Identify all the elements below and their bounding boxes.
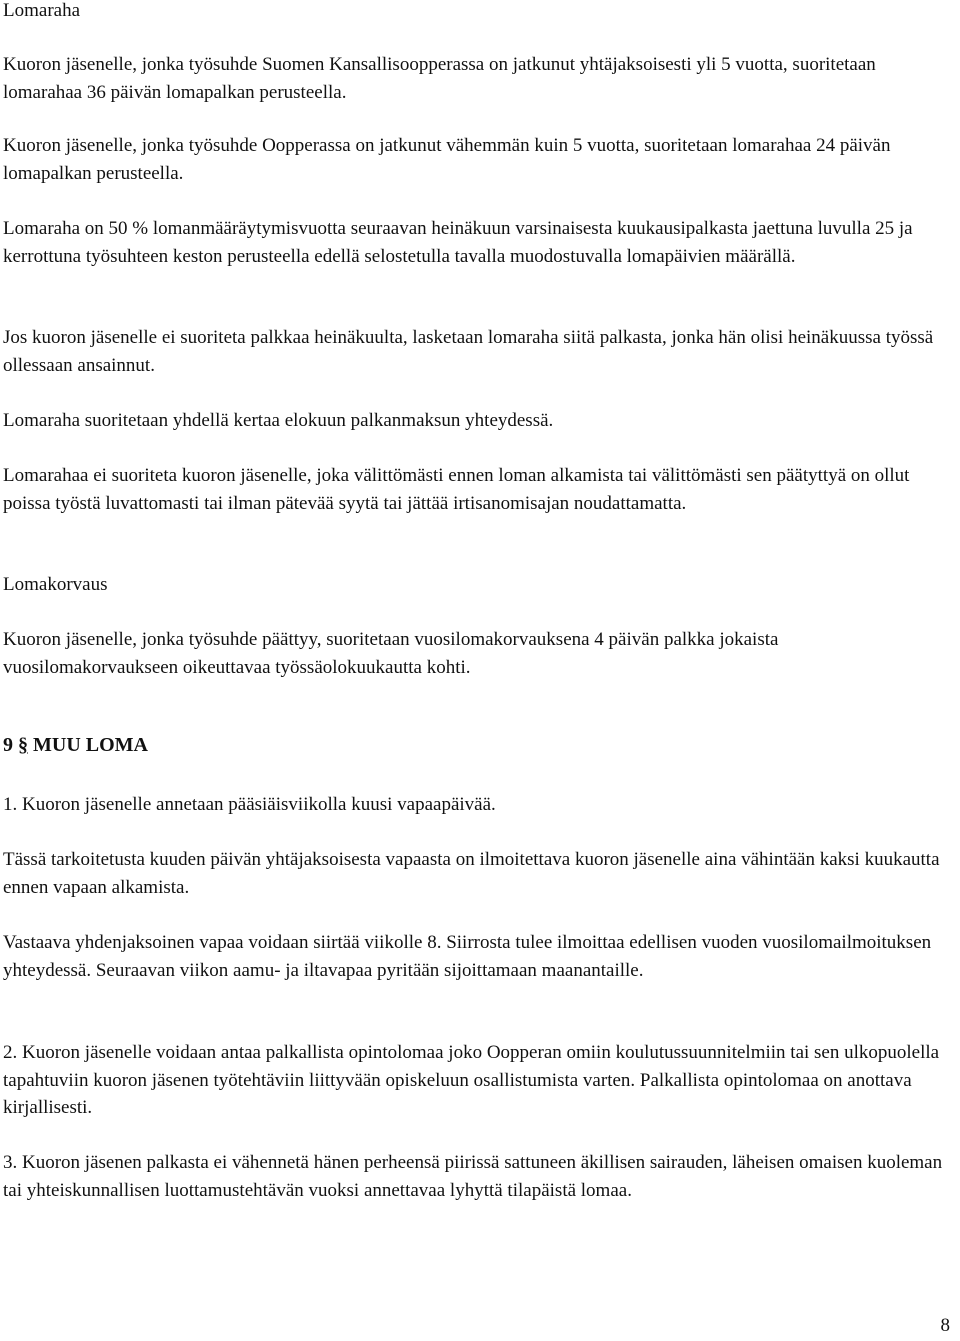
list-item-short-leave: 3. Kuoron jäsenen palkasta ei vähennetä hänen perheensä piirissä sattuneen äkillisen sairauden, läheisen omaisen kuoleman tai yhteiskunnallisen luottamustehtävän vuoksi annettavaa lyhyttä tilapäistä lomaa. [3,1152,943,1201]
paragraph-lomaraha-calculation: Lomaraha on 50 % lomanmääräytymisvuotta seuraavan heinäkuun varsinaisesta kuukausipalkasta jaettuna luvulla 25 ja kerrottuna työsuhteen keston perusteella edellä selostetulla tavalla muodostuvalla lomapäivien määrällä. [3,218,913,267]
heading-lomaraha: Lomaraha [3,0,81,21]
paragraph-lomaraha-24: Kuoron jäsenelle, jonka työsuhde Oopperassa on jatkunut vähemmän kuin 5 vuotta, suoritetaan lomarahaa 24 päivän lomapalkan perusteella. [3,135,891,184]
section-symbol: § [18,734,28,756]
page-number: 8 [940,1315,950,1336]
paragraph-lomaraha-exclusion: Lomarahaa ei suoriteta kuoron jäsenelle, joka välittömästi ennen loman alkamista tai välittömästi sen päätyttyä on ollut poissa työstä luvattomasti tai ilman pätevää syytä tai jättää irtisanomisajan noudattamatta. [3,465,910,514]
heading-lomakorvaus: Lomakorvaus [3,574,108,595]
paragraph-lomaraha-no-july-pay: Jos kuoron jäsenelle ei suoriteta palkkaa heinäkuulta, lasketaan lomaraha siitä palkasta, jonka hän olisi heinäkuussa työssä ollessaan ansainnut. [3,327,934,376]
paragraph-lomaraha-payment: Lomaraha suoritetaan yhdellä kertaa elokuun palkanmaksun yhteydessä. [3,410,554,431]
section-number: 9 [3,734,13,756]
list-item-study-leave: 2. Kuoron jäsenelle voidaan antaa palkallista opintolomaa joko Oopperan omiin koulutussuunnitelmiin tai sen ulkopuolella tapahtuviin kuoron jäsenen työtehtäviin liittyvään opiskeluun osallistumista varten. Palkallista opintolomaa on anottava kirjallisesti. [3,1042,940,1118]
paragraph-easter-notice: Tässä tarkoitetusta kuuden päivän yhtäjaksoisesta vapaasta on ilmoitettava kuoron jäsenelle aina vähintään kaksi kuukautta ennen vapaan alkamista. [3,849,940,898]
paragraph-lomaraha-36: Kuoron jäsenelle, jonka työsuhde Suomen Kansallisoopperassa on jatkunut yhtäjaksoisesti yli 5 vuotta, suoritetaan lomarahaa 36 päivän lomapalkan perusteella. [3,54,876,103]
paragraph-lomakorvaus: Kuoron jäsenelle, jonka työsuhde päättyy, suoritetaan vuosilomakorvauksena 4 päivän palkka jokaista vuosilomakorvaukseen oikeuttavaa työssäolokuukautta kohti. [3,629,779,678]
section-title: MUU LOMA [33,734,148,756]
list-item-easter-leave: 1. Kuoron jäsenelle annetaan pääsiäisviikolla kuusi vapaapäivää. [3,794,496,815]
paragraph-week-8-transfer: Vastaava yhdenjaksoinen vapaa voidaan siirtää viikolle 8. Siirrosta tulee ilmoittaa edellisen vuoden vuosilomailmoituksen yhteydessä. Seuraavan viikon aamu- ja iltavapaa pyritään sijoittamaan maanantaille. [3,932,932,981]
section-heading [3,731,148,759]
